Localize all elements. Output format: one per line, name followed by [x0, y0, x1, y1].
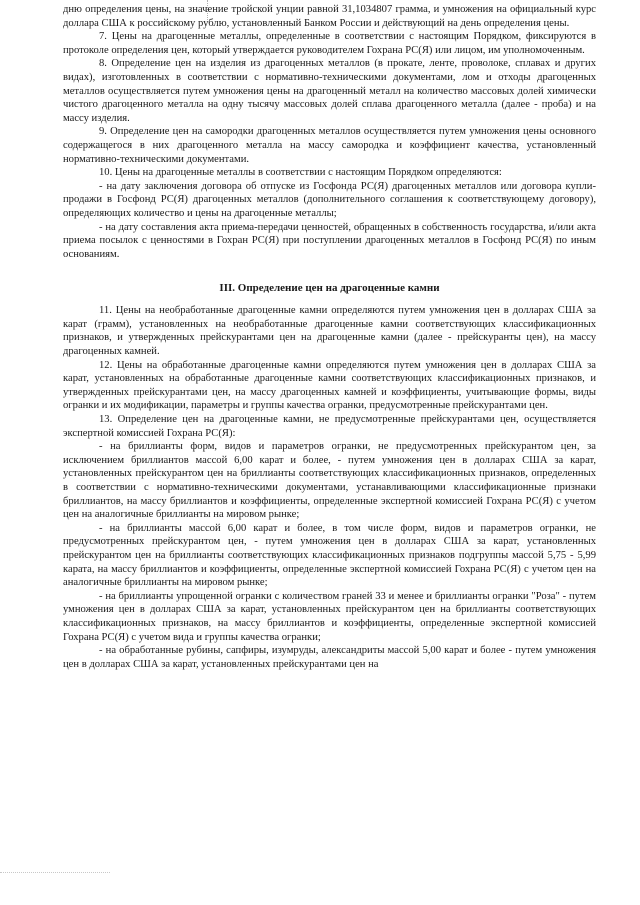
paragraph-10-item-a: - на дату заключения договора об отпуске из Госфонда РС(Я) драгоценных металлов или договора купли-продажи в Госфонд РС(Я) драгоценных металлов (дополнительного соглашения к соответствующему договору), определяющих количество и цены на драгоценные металлы;: [63, 180, 596, 219]
paragraph-10-item-b: - на дату составления акта приема-передачи ценностей, обращенных в собственность государства, и/или акта приема посылок с ценностями в Гохран РС(Я) при поступлении драгоценных металлов в Госфонд РС(Я) по иным основаниям.: [63, 221, 596, 260]
paragraph-13: 13. Определение цен на драгоценные камни, не предусмотренные прейскурантами цен, осуществляется экспертной комиссией Гохрана РС(Я):: [63, 414, 596, 439]
paragraph-13-item-b: - на бриллианты массой 6,00 карат и более, в том числе форм, видов и параметров огранки, не предусмотренных прейскурантом цен, - путем умножения цен в долларах США за карат, установленных прейскурантом цен на бриллианты соответствующих классификационных признаков подгруппы массой 5,75 - 5,99 карата, на массу бриллиантов и коэффициенты, определенные экспертной комиссией Гохрана РС(Я) с учетом цен на аналогичные бриллианты на мировом рынке;: [63, 522, 596, 589]
paragraph-11: 11. Цены на необработанные драгоценные камни определяются путем умножения цен в долларах США за карат (грамм), установленных на необработанные драгоценные камни соответствующих классификационных признаков, и утвержденных прейскурантами цен на драгоценные камни (далее - прейскуранты цен), на массу драгоценных камней.: [63, 305, 596, 358]
paragraph-9: 9. Определение цен на самородки драгоценных металлов осуществляется путем умножения цены основного содержащегося в них драгоценного металла на массу самородка и коэффициент качества, установленный нормативно-техническими документами.: [63, 126, 596, 165]
paragraph-13-item-c: - на бриллианты упрощенной огранки с количеством граней 33 и менее и бриллианты огранки "Роза" - путем умножения цен в долларах США за карат, установленных прейскурантом цен на бриллианты соответствующих классификационных признаков, на массу бриллиантов и коэффициенты, определенные экспертной комиссией Гохрана РС(Я) с учетом вида и группы качества огранки;: [63, 590, 596, 643]
paragraph-13-item-a: - на бриллианты форм, видов и параметров огранки, не предусмотренных прейскурантом цен, за исключением бриллиантов массой 6,00 карат и более, - путем умножения цен в долларах США за карат, установленных прейскурантом цен на бриллианты соответствующих классификационных признаков, определенных в соответствии с нормативно-техническими документами, устанавливающими классификационные признаки бриллиантов, на массу бриллиантов и коэффициенты, определенные экспертной комиссией Гохрана РС(Я) с учетом цен на аналогичные бриллианты на мировом рынке;: [63, 441, 596, 521]
paragraph-7: 7. Цены на драгоценные металлы, определенные в соответствии с настоящим Порядком, фиксируются в протоколе определения цен, который утверждается руководителем Гохрана РС(Я) или лицом, им уполномоченным.: [63, 31, 596, 56]
section-heading: III. Определение цен на драгоценные камни: [219, 282, 440, 295]
paragraph-12: 12. Цены на обработанные драгоценные камни определяются путем умножения цен в долларах США за карат, установленных на обработанные драгоценные камни соответствующих классификационных признаков, и утвержденных прейскурантами цен, на массу драгоценных камней и коэффициенты, учитывающие формы, виды огранки и их модификации, параметры и группы качества огранки, предусмотренные прейскурантами цен.: [63, 359, 596, 412]
paragraph-13-item-d: - на обработанные рубины, сапфиры, изумруды, александриты массой 5,00 карат и более - путем умножения цен в долларах США за карат, установленных прейскурантами цен на: [63, 645, 596, 670]
paragraph-8: 8. Определение цен на изделия из драгоценных металлов (в прокате, ленте, проволоке, сплавах и других видах), изготовленных в соответствии с нормативно-техническими документами, лом и отходы драгоценных металлов осуществляется путем умножения цены на драгоценный металл на количество массовых долей химически чистого драгоценного металла на одну тысячу массовых долей сплава драгоценного металла (далее - проба) и на массу изделия.: [63, 58, 596, 124]
paragraph-10: 10. Цены на драгоценные металлы в соответствии с настоящим Порядком определяются:: [99, 167, 502, 179]
paragraph-intro: дню определения цены, на значение тройской унции равной 31,1034807 грамма, и умножения на официальный курс доллара США к российскому рублю, установленный Банком России и действующий на день определения цены.: [63, 4, 596, 29]
document-page: [63, 0, 596, 671]
scan-artifact-bottom: [0, 872, 110, 874]
